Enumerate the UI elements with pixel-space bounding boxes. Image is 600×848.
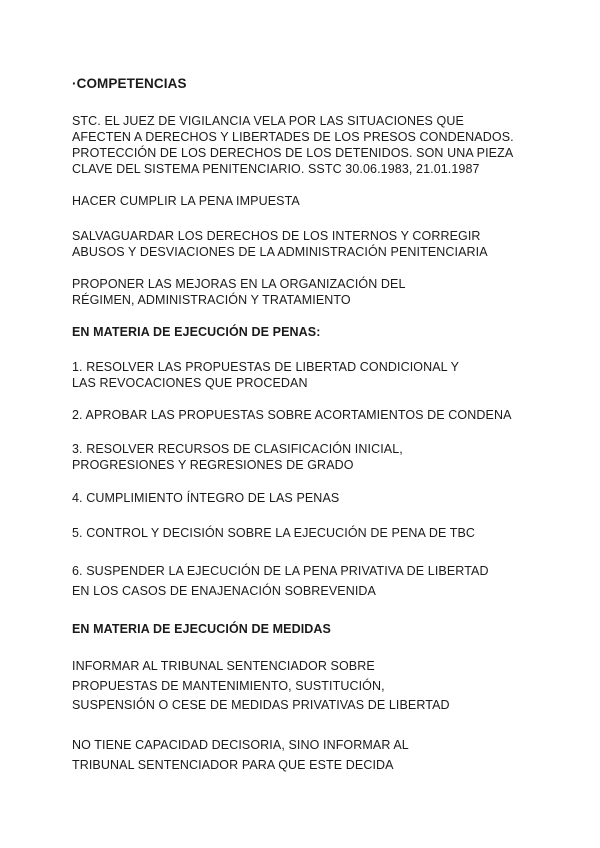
paragraph-salvaguardar: SALVAGUARDAR LOS DERECHOS DE LOS INTERNOS Y CORREGIR ABUSOS Y DESVIACIONES DE LA ADMINISTRACIÓN PENITENCIARIA — [72, 229, 488, 259]
intro-paragraph: STC. EL JUEZ DE VIGILANCIA VELA POR LAS SITUACIONES QUE AFECTEN A DERECHOS Y LIBERTADES DE LOS PRESOS CONDENADOS. PROTECCIÓN DE LOS DERECHOS DE LOS DETENIDOS. SON UNA PIEZA CLAVE DEL SISTEMA PENITENCIARIO. SSTC 30.06.1983, 21.01.1987 — [72, 114, 514, 176]
paragraph-informar: INFORMAR AL TRIBUNAL SENTENCIADOR SOBRE PROPUESTAS DE MANTENIMIENTO, SUSTITUCIÓN, SUSPENSIÓN O CESE DE MEDIDAS PRIVATIVAS DE LIBERTAD — [72, 659, 450, 712]
paragraph-proponer: PROPONER LAS MEJORAS EN LA ORGANIZACIÓN DEL RÉGIMEN, ADMINISTRACIÓN Y TRATAMIENTO — [72, 277, 406, 307]
list-item-3: 3. RESOLVER RECURSOS DE CLASIFICACIÓN INICIAL, PROGRESIONES Y REGRESIONES DE GRADO — [72, 442, 403, 472]
paragraph-hacer-cumplir: HACER CUMPLIR LA PENA IMPUESTA — [72, 194, 300, 208]
list-item-5: 5. CONTROL Y DECISIÓN SOBRE LA EJECUCIÓN DE PENA DE TBC — [72, 526, 476, 540]
heading-ejecucion-penas: EN MATERIA DE EJECUCIÓN DE PENAS: — [72, 325, 321, 339]
heading-ejecucion-medidas: EN MATERIA DE EJECUCIÓN DE MEDIDAS — [72, 622, 331, 636]
document-title: ·COMPETENCIAS — [72, 76, 187, 91]
list-item-2: 2. APROBAR LAS PROPUESTAS SOBRE ACORTAMIENTOS DE CONDENA — [72, 408, 512, 422]
list-item-4: 4. CUMPLIMIENTO ÍNTEGRO DE LAS PENAS — [72, 491, 340, 505]
list-item-6: 6. SUSPENDER LA EJECUCIÓN DE LA PENA PRIVATIVA DE LIBERTAD EN LOS CASOS DE ENAJENACIÓN SOBREVENIDA — [72, 564, 489, 598]
paragraph-capacidad-decisoria: NO TIENE CAPACIDAD DECISORIA, SINO INFORMAR AL TRIBUNAL SENTENCIADOR PARA QUE ESTE DECIDA — [72, 738, 409, 772]
list-item-1: 1. RESOLVER LAS PROPUESTAS DE LIBERTAD CONDICIONAL Y LAS REVOCACIONES QUE PROCEDAN — [72, 360, 459, 390]
